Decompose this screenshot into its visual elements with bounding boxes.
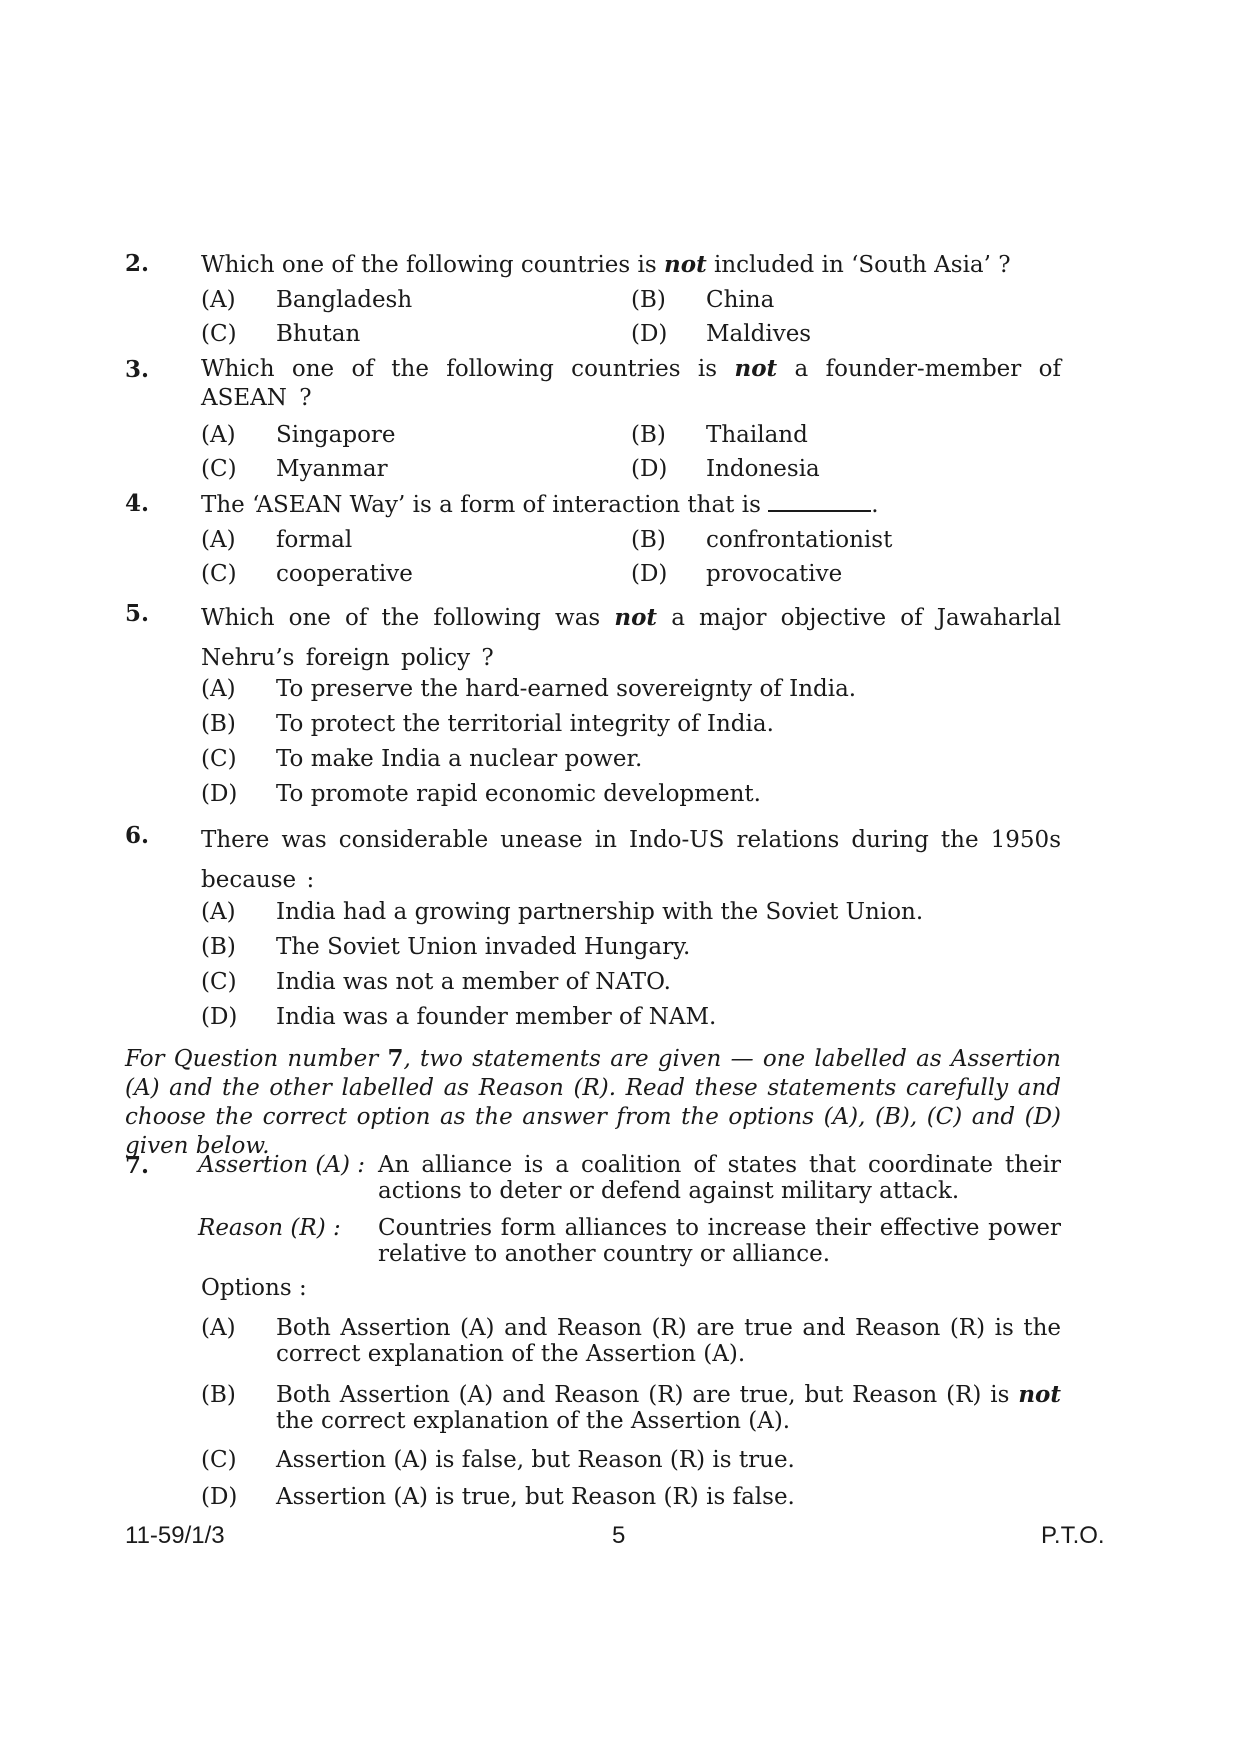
question-4-post: . [871,492,879,518]
question-2-post: included in ‘South Asia’ ? [706,252,1011,278]
q6-option-b-text: The Soviet Union invaded Hungary. [276,934,691,960]
question-3-number: 3. [125,356,150,383]
q6-option-a-text: India had a growing partnership with the Soviet Union. [276,899,924,925]
question-2-emphasis: not [664,251,707,278]
q3-option-c-label: (C) [201,456,237,482]
paper-code: 11-59/1/3 [125,1522,225,1549]
question-3-text [201,354,1061,413]
q4-option-b-text: confrontationist [706,527,893,553]
question-4-text [201,490,1061,520]
question-5-number: 5. [125,600,150,627]
q3-option-d-label: (D) [631,456,668,482]
question-6-number: 6. [125,822,150,849]
q2-option-b-text: China [706,287,775,313]
q3-option-d-text: Indonesia [706,456,820,482]
q5-option-c-label: (C) [201,746,237,772]
question-3-pre: Which one of the following countries is [201,356,735,382]
q2-option-a-text: Bangladesh [276,287,413,313]
question-5-emphasis: not [614,604,658,631]
q7-option-c-label: (C) [201,1447,237,1473]
q3-option-b-label: (B) [631,422,666,448]
q4-option-d-text: provocative [706,561,843,587]
question-7-number: 7. [125,1152,150,1179]
q6-option-c-label: (C) [201,969,237,995]
reason-label: Reason (R) : [198,1215,341,1241]
q3-option-c-text: Myanmar [276,456,388,482]
assertion-reason-instruction [125,1044,1061,1161]
q4-option-c-label: (C) [201,561,237,587]
answer-blank [768,490,871,512]
q7-option-b-emphasis: not [1018,1381,1061,1408]
question-5-pre: Which one of the following was [201,605,615,631]
question-4-number: 4. [125,490,150,517]
question-2-pre: Which one of the following countries is [201,252,664,278]
question-5-text [201,598,1061,678]
assertion-label: Assertion (A) : [198,1152,366,1178]
question-6-text: There was considerable unease in Indo-US relations during the 1950s because : [201,827,1061,893]
reason-text: Countries form alliances to increase their effective power relative to another country or alliance. [378,1215,1061,1267]
q5-option-c-text: To make India a nuclear power. [276,746,643,772]
q5-option-a-label: (A) [201,676,236,702]
q5-option-a-text: To preserve the hard-earned sovereignty of India. [276,676,857,702]
q5-option-b-label: (B) [201,711,236,737]
q2-option-a-label: (A) [201,287,236,313]
q6-option-d-text: India was a founder member of NAM. [276,1004,717,1030]
instruction-post: , two statements are given — one labelled as Assertion (A) and the other labelled as Reason (R). Read these statements carefully and choose the correct option as the answer from the options (A), (B), (C) and (D) given below. [125,1046,1061,1159]
pto-label: P.T.O. [1041,1522,1105,1549]
options-heading: Options : [201,1275,307,1301]
q4-option-d-label: (D) [631,561,668,587]
q7-option-a-text: Both Assertion (A) and Reason (R) are true and Reason (R) is the correct explanation of the Assertion (A). [276,1315,1061,1367]
q7-option-d-text: Assertion (A) is true, but Reason (R) is false. [276,1484,795,1510]
q7-option-c-text: Assertion (A) is false, but Reason (R) is true. [276,1447,795,1473]
q5-option-d-text: To promote rapid economic development. [276,781,761,807]
q6-option-c-text: India was not a member of NATO. [276,969,671,995]
q7-option-b-label: (B) [201,1382,236,1408]
question-2-text [201,250,1061,280]
q2-option-c-label: (C) [201,321,237,347]
q6-option-d-label: (D) [201,1004,238,1030]
question-5-post: a major objective of Jawaharlal Nehru’s foreign policy ? [201,605,1061,671]
q4-option-a-label: (A) [201,527,236,553]
q5-option-d-label: (D) [201,781,238,807]
q5-option-b-text: To protect the territorial integrity of India. [276,711,774,737]
q4-option-a-text: formal [276,527,353,553]
page-number: 5 [612,1522,626,1549]
question-3-emphasis: not [734,355,778,382]
q3-option-a-label: (A) [201,422,236,448]
q2-option-b-label: (B) [631,287,666,313]
question-3-post: a founder-member of ASEAN ? [201,356,1062,411]
question-2-number: 2. [125,250,150,277]
q4-option-b-label: (B) [631,527,666,553]
q4-option-c-text: cooperative [276,561,413,587]
q7-option-b-pre: Both Assertion (A) and Reason (R) are true, but Reason (R) is [276,1382,1019,1408]
q3-option-b-text: Thailand [706,422,808,448]
q6-option-b-label: (B) [201,934,236,960]
q7-option-d-label: (D) [201,1484,238,1510]
q7-option-a-label: (A) [201,1315,236,1341]
q2-option-d-label: (D) [631,321,668,347]
assertion-text: An alliance is a coalition of states that coordinate their actions to deter or defend against military attack. [378,1152,1061,1204]
instruction-pre: For Question number [125,1046,388,1072]
q6-option-a-label: (A) [201,899,236,925]
question-4-pre: The ‘ASEAN Way’ is a form of interaction that is [201,492,769,518]
q2-option-d-text: Maldives [706,321,812,347]
q2-option-c-text: Bhutan [276,321,361,347]
q7-option-b-text [276,1382,1061,1434]
instruction-question-number: 7 [387,1045,404,1072]
q3-option-a-text: Singapore [276,422,396,448]
q7-option-b-post: the correct explanation of the Assertion (A). [276,1408,791,1434]
